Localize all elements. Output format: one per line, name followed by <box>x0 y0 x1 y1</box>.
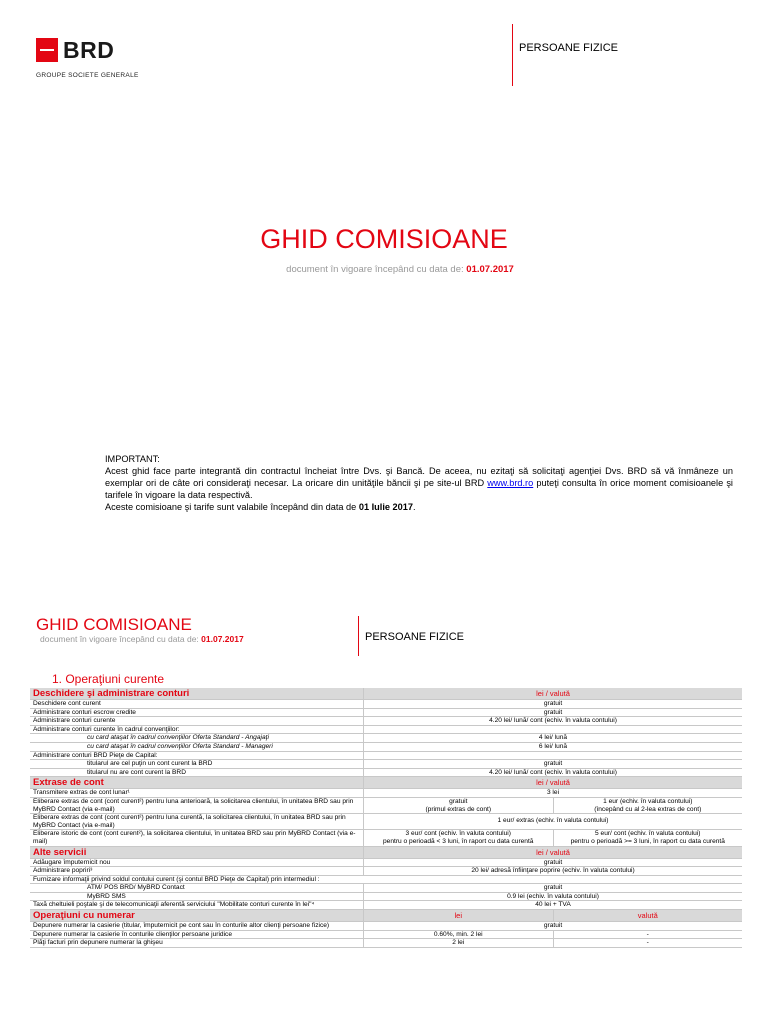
split-value-right <box>553 830 743 845</box>
fee-table <box>30 688 742 948</box>
section-column: lei / valută <box>363 777 742 788</box>
row-label: Administrare conturi escrow credite <box>33 708 136 716</box>
column-lei: lei <box>454 911 462 921</box>
table-row <box>30 931 742 940</box>
table-row <box>30 939 742 948</box>
table-row <box>30 743 742 752</box>
table-row <box>30 760 742 769</box>
row-label: Taxă cheltuieli poştale şi de telecomunicaţii aferentă serviciului "Mobilitate conturi curente în lei"⁴ <box>33 901 315 909</box>
value-line: pentru o perioadă >= 3 luni, în raport cu data curentă <box>570 837 725 845</box>
row-label: Furnizare informaţii privind soldul contului curent (şi contul BRD Pieţe de Capital) prin intermediul : <box>33 875 320 883</box>
section-label: PERSOANE FIZICE <box>519 42 619 54</box>
effective-date: 01.07.2017 <box>466 264 514 275</box>
row-label: Deschidere cont curent <box>33 700 101 707</box>
table-row <box>30 893 742 902</box>
table-section-header <box>30 847 742 859</box>
validity-end: . <box>413 502 416 512</box>
page2-date: 01.07.2017 <box>201 634 244 644</box>
split-value-left <box>364 830 553 845</box>
row-split-values <box>363 830 742 845</box>
section-heading: 1. Operaţiuni curente <box>52 672 165 686</box>
table-row <box>30 814 742 830</box>
row-value: 1 eur/ extras (echiv. în valuta contului) <box>363 814 742 829</box>
section-title: Alte servicii <box>33 846 87 858</box>
value-line: 5 eur/ cont (echiv. în valuta contului) <box>595 830 701 838</box>
row-label: ATM/ POS BRD/ MyBRD Contact <box>87 884 185 892</box>
row-value: 40 lei + TVA <box>363 901 742 909</box>
row-label: Administrare conturi curente în cadrul convenţiilor: <box>33 725 180 733</box>
notice-text-end: puteţi consulta în orice moment comisioanele şi tarifele în vigoare la data respectivă. <box>105 478 733 500</box>
page2-section-label: PERSOANE FIZICE <box>365 631 465 643</box>
table-row <box>30 726 742 735</box>
row-label: Adăugare împuternicit nou <box>33 858 111 866</box>
page2-subtitle-text: document în vigoare începând cu data de: <box>40 634 199 644</box>
row-value <box>363 752 742 760</box>
page2-subtitle <box>40 634 244 644</box>
row-value: gratuit <box>363 700 742 708</box>
table-row <box>30 700 742 709</box>
section-column: lei / valută <box>363 688 742 699</box>
table-row <box>30 717 742 726</box>
table-row <box>30 876 742 885</box>
value-line: 3 eur/ cont (echiv. în valuta contului) <box>405 830 511 838</box>
section-title: Operaţiuni cu numerar <box>33 910 135 922</box>
table-row <box>30 867 742 876</box>
brd-logo-icon <box>36 38 58 62</box>
column-valuta: valută <box>553 910 743 921</box>
row-value: gratuit <box>363 884 742 892</box>
table-row <box>30 901 742 910</box>
value-line: gratuit <box>449 797 468 805</box>
row-value: gratuit <box>363 709 742 717</box>
value-lei: 2 lei <box>452 939 465 947</box>
row-label: cu card ataşat în cadrul convenţiilor Oferta Standard - Manageri <box>87 742 273 750</box>
table-row <box>30 789 742 798</box>
important-paragraph <box>105 465 733 501</box>
logo-tagline: GROUPE SOCIETE GENERALE <box>36 72 139 79</box>
row-label: Eliberare extras de cont (cont curent²) pentru luna curentă, la solicitarea clientului, în unitatea BRD sau prin MyBRD Contact (via e-mail) <box>33 814 346 829</box>
page2-title: GHID COMISIOANE <box>36 615 192 634</box>
row-label: Administrare conturi BRD Pieţe de Capital: <box>33 751 158 759</box>
table-row <box>30 798 742 814</box>
row-label: Administrare conturi curente <box>33 717 116 725</box>
row-label: Administrare popriri³ <box>33 867 93 875</box>
value-line: (primul extras de cont) <box>425 805 492 813</box>
row-value: gratuit <box>363 922 742 930</box>
row-label: Depunere numerar la casierie în conturile clienţilor persoane juridice <box>33 930 233 938</box>
value-line: pentru o perioadă < 3 luni, în raport cu data curentă <box>383 837 534 845</box>
page2-divider <box>358 616 359 656</box>
table-row <box>30 830 742 846</box>
table-row <box>30 922 742 931</box>
row-value: 6 lei/ lună <box>363 743 742 751</box>
split-value-left <box>364 798 553 813</box>
subtitle-text: document în vigoare începând cu data de: <box>286 264 464 275</box>
value-valuta: - <box>553 939 743 947</box>
row-label: Depunere numerar la casierie (titular, împuternicit pe cont sau în conturile altor clienţi persoane fizice) <box>33 922 330 930</box>
row-split-values <box>363 798 742 813</box>
important-notice <box>105 453 733 513</box>
row-value: 20 lei/ adresă înfiinţare poprire (echiv. în valuta contului) <box>363 867 742 875</box>
row-label: cu card ataşat în cadrul convenţiilor Oferta Standard - Angajaţi <box>87 734 269 742</box>
row-value: 4.20 lei/ lună/ cont (echiv. în valuta contului) <box>363 769 742 777</box>
row-label: Eliberare istoric de cont (cont curent²), la solicitarea clientului, în unitatea BRD sau prin MyBRD Contact (via e-mail) <box>33 830 356 845</box>
table-row <box>30 752 742 761</box>
row-value: 4.20 lei/ lună/ cont (echiv. în valuta contului) <box>363 717 742 725</box>
validity-paragraph <box>105 501 733 513</box>
row-value: 4 lei/ lună <box>363 734 742 742</box>
table-row <box>30 884 742 893</box>
notice-text: Acest ghid face parte integrantă din contractul încheiat între Dvs. şi Bancă. De aceea, nu ezitaţi să solicitaţi agenţiei Dvs. BRD să vă înmâneze un exemplar ori de câte ori consideraţi necesar. La oricare din unităţile băncii şi pe site-ul BRD <box>105 466 733 488</box>
table-row <box>30 709 742 718</box>
row-label: Transmitere extras de cont lunar¹ <box>33 789 130 797</box>
brd-logo-text: BRD <box>63 37 115 63</box>
document-subtitle <box>0 264 768 275</box>
section-title: Deschidere şi administrare conturi <box>33 688 190 699</box>
row-label: Plăţi facturi prin depunere numerar la ghişeu <box>33 939 163 947</box>
row-value: 0.9 lei (echiv. în valuta contului) <box>363 893 742 901</box>
table-section-header <box>30 777 742 789</box>
row-split-values <box>363 931 742 939</box>
row-split-values <box>363 939 742 947</box>
row-value: 3 lei <box>363 789 742 797</box>
row-label: Eliberare extras de cont (cont curent²) pentru luna anterioară, la solicitarea clientului, în unitatea BRD sau prin MyBRD Contact (via e-mail) <box>33 797 354 813</box>
row-value: gratuit <box>363 760 742 768</box>
table-row <box>30 734 742 743</box>
value-line: 1 eur (echiv. în valuta contului) <box>603 797 693 805</box>
section-column: lei / valută <box>363 847 742 858</box>
document-title: GHID COMISIOANE <box>260 224 508 254</box>
section-columns <box>363 910 742 921</box>
brd-website-link[interactable]: www.brd.ro <box>487 478 534 488</box>
value-valuta: - <box>553 931 743 939</box>
value-lei: 0.60%, min. 2 lei <box>433 930 483 938</box>
row-label: MyBRD SMS <box>87 892 126 900</box>
table-row <box>30 769 742 778</box>
value-line: (începând cu al 2-lea extras de cont) <box>594 805 702 813</box>
header-divider <box>512 24 513 86</box>
validity-text: Aceste comisioane şi tarife sunt valabile începând din data de <box>105 502 357 512</box>
section-title: Extrase de cont <box>33 777 104 789</box>
split-value-right <box>553 798 743 813</box>
table-section-header <box>30 910 742 922</box>
row-label: titularul nu are cont curent la BRD <box>87 768 186 776</box>
row-label: titularul are cel puţin un cont curent la BRD <box>87 760 213 768</box>
table-row <box>30 859 742 868</box>
row-value: gratuit <box>363 859 742 867</box>
important-heading: IMPORTANT: <box>105 454 160 464</box>
table-section-header <box>30 688 742 700</box>
row-value <box>363 726 742 734</box>
validity-date: 01 Iulie 2017 <box>358 502 413 512</box>
